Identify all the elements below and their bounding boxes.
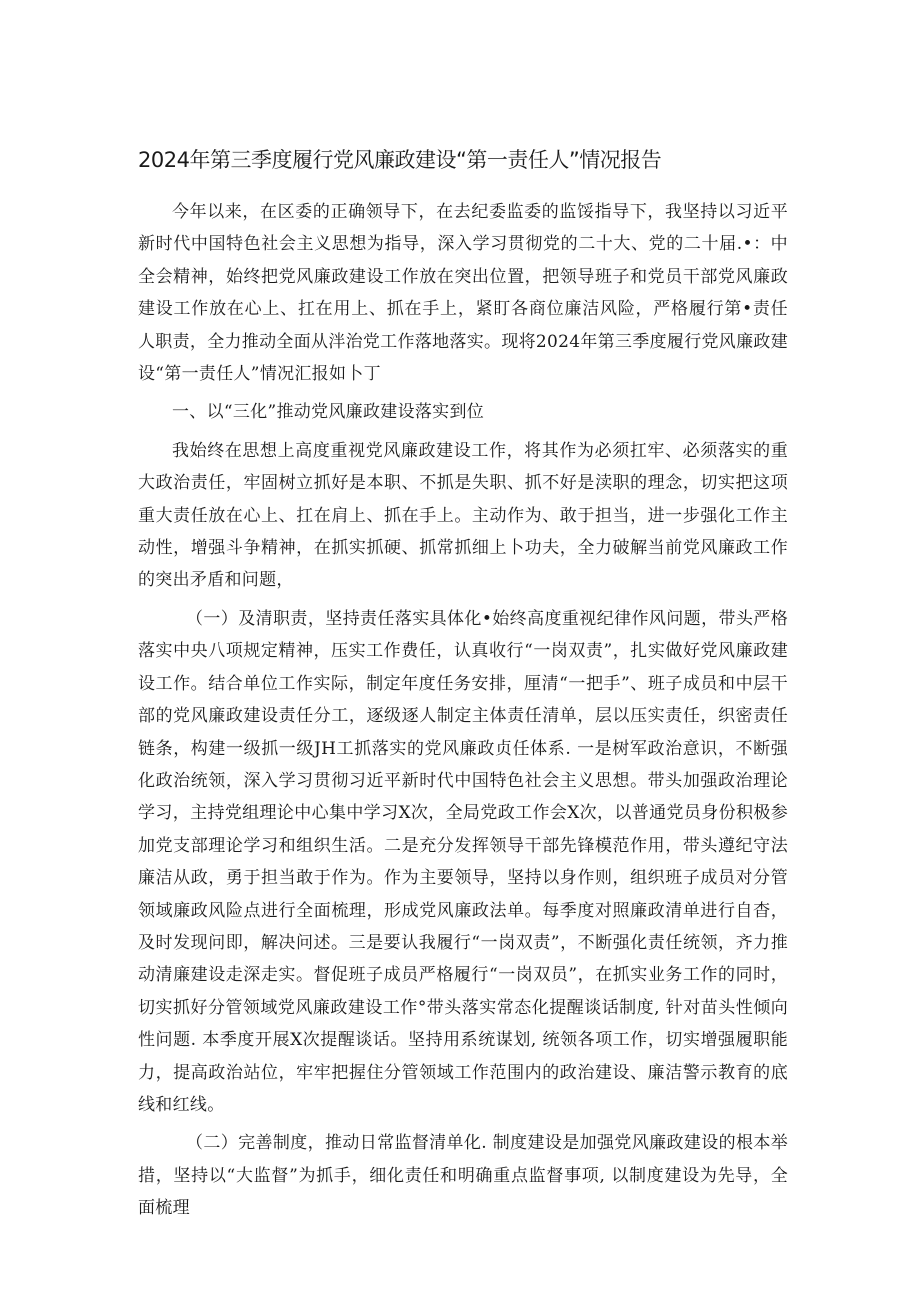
document-body [138, 196, 788, 1225]
section-heading-1: 一、以“三化”推动党风廉政建设落实到位 [172, 402, 485, 423]
document-title: 2024年第三季度履行党风廉政建设“第一责任人”情况报告 [138, 148, 662, 172]
subsection-2-paragraph: （二）完善制度，推动日常监督清单化. 制度建设是加强党风廉政建设的根本举措，坚持以“大监督”为抓手，细化责任和明确重点监督事项, 以制度建设为先导，全面梳理 [138, 1133, 788, 1219]
intro-paragraph: 今年以来，在区委的正确领导下，在去纪委监委的监馁指导下，我坚持以习近平新时代中国特色社会主义思想为指导，深入学习贯彻党的二十大、党的二十届.•：中全会精神，始终把党风廉政建设工作放在突出位置，把领导班子和党员干部党风廉政建设工作放在心上、扛在用上、抓在手上，紧盯各商位廉洁风险，严格履行第•责任人职责，全力推动全面从泮治党工作落地落实。现将2024年第三季度履行党风廉政建设“第一责任人”情况汇报如卜丁 [138, 202, 788, 385]
section-1-paragraph: 我始终在思想上高度重视党风廉政建设工作，将其作为必须扛牢、必须落实的重大政治责任，牢固树立抓好是本职、不抓是失职、抓不好是渎职的理念，切实把这项重大责任放在心上、扛在肩上、抓在手上。主动作为、敢于担当，进一步强化工作主动性，增强斗争精神，在抓实抓硬、抓常抓细上卜功夫，全力破解当前党风廉政工作的突出矛盾和问题， [138, 440, 788, 591]
subsection-1-paragraph: （一）及清职责，坚持责任落实具体化•始终高度重视纪律作风问题，带头严格落实中央八项规定精神，压实工作费任，认真收行“一岗双责”，扎实做好党风廉政建设工作。结合单位工作实际，制定年度任务安排，厘清“一把手”、班子成员和中层干部的党风廉政建设责任分工，逐级逐人制定主体责任清单，层以压实责任，织密责任链条，构建一级抓一级JH工抓落实的党风廉政贞任体系. 一是树军政治意识，不断强化政治统领，深入学习贯彻习近平新时代中国特色社会主义思想。带头加强政治理论学习，主持党组理论中心集中学习X次，全局党政工作会X次，以普通党员身份积极参加党支部理论学习和组织生活。二是充分发挥领导干部先锋模范作用，带头遵纪守法廉洁从政，勇于担当敢于作为。作为主要领导，坚持以身作则，组织班子成员对分管领域廉政风险点进行全面梳理，形成党风廉政法单。每季度对照廉政清单进行自杳，及时发现问即，解决问述。三是要认我履行“一岗双责”，不断强化责任统领，齐力推动清廉建设走深走实。督促班子成员严格履行“一岗双员”，在抓实业务工作的同时，切实抓好分管领域党风廉政建设工作°带头落实常态化提醒谈话制度, 针对苗头性倾向性问题. 本季度开展X次提醒谈话。坚持用系统谋划, 统领各项工作，切实增强履职能力，提高政治站位，牢牢把握住分管领域工作范围内的政治建设、廉洁警示教育的底线和红线。 [138, 608, 788, 1115]
